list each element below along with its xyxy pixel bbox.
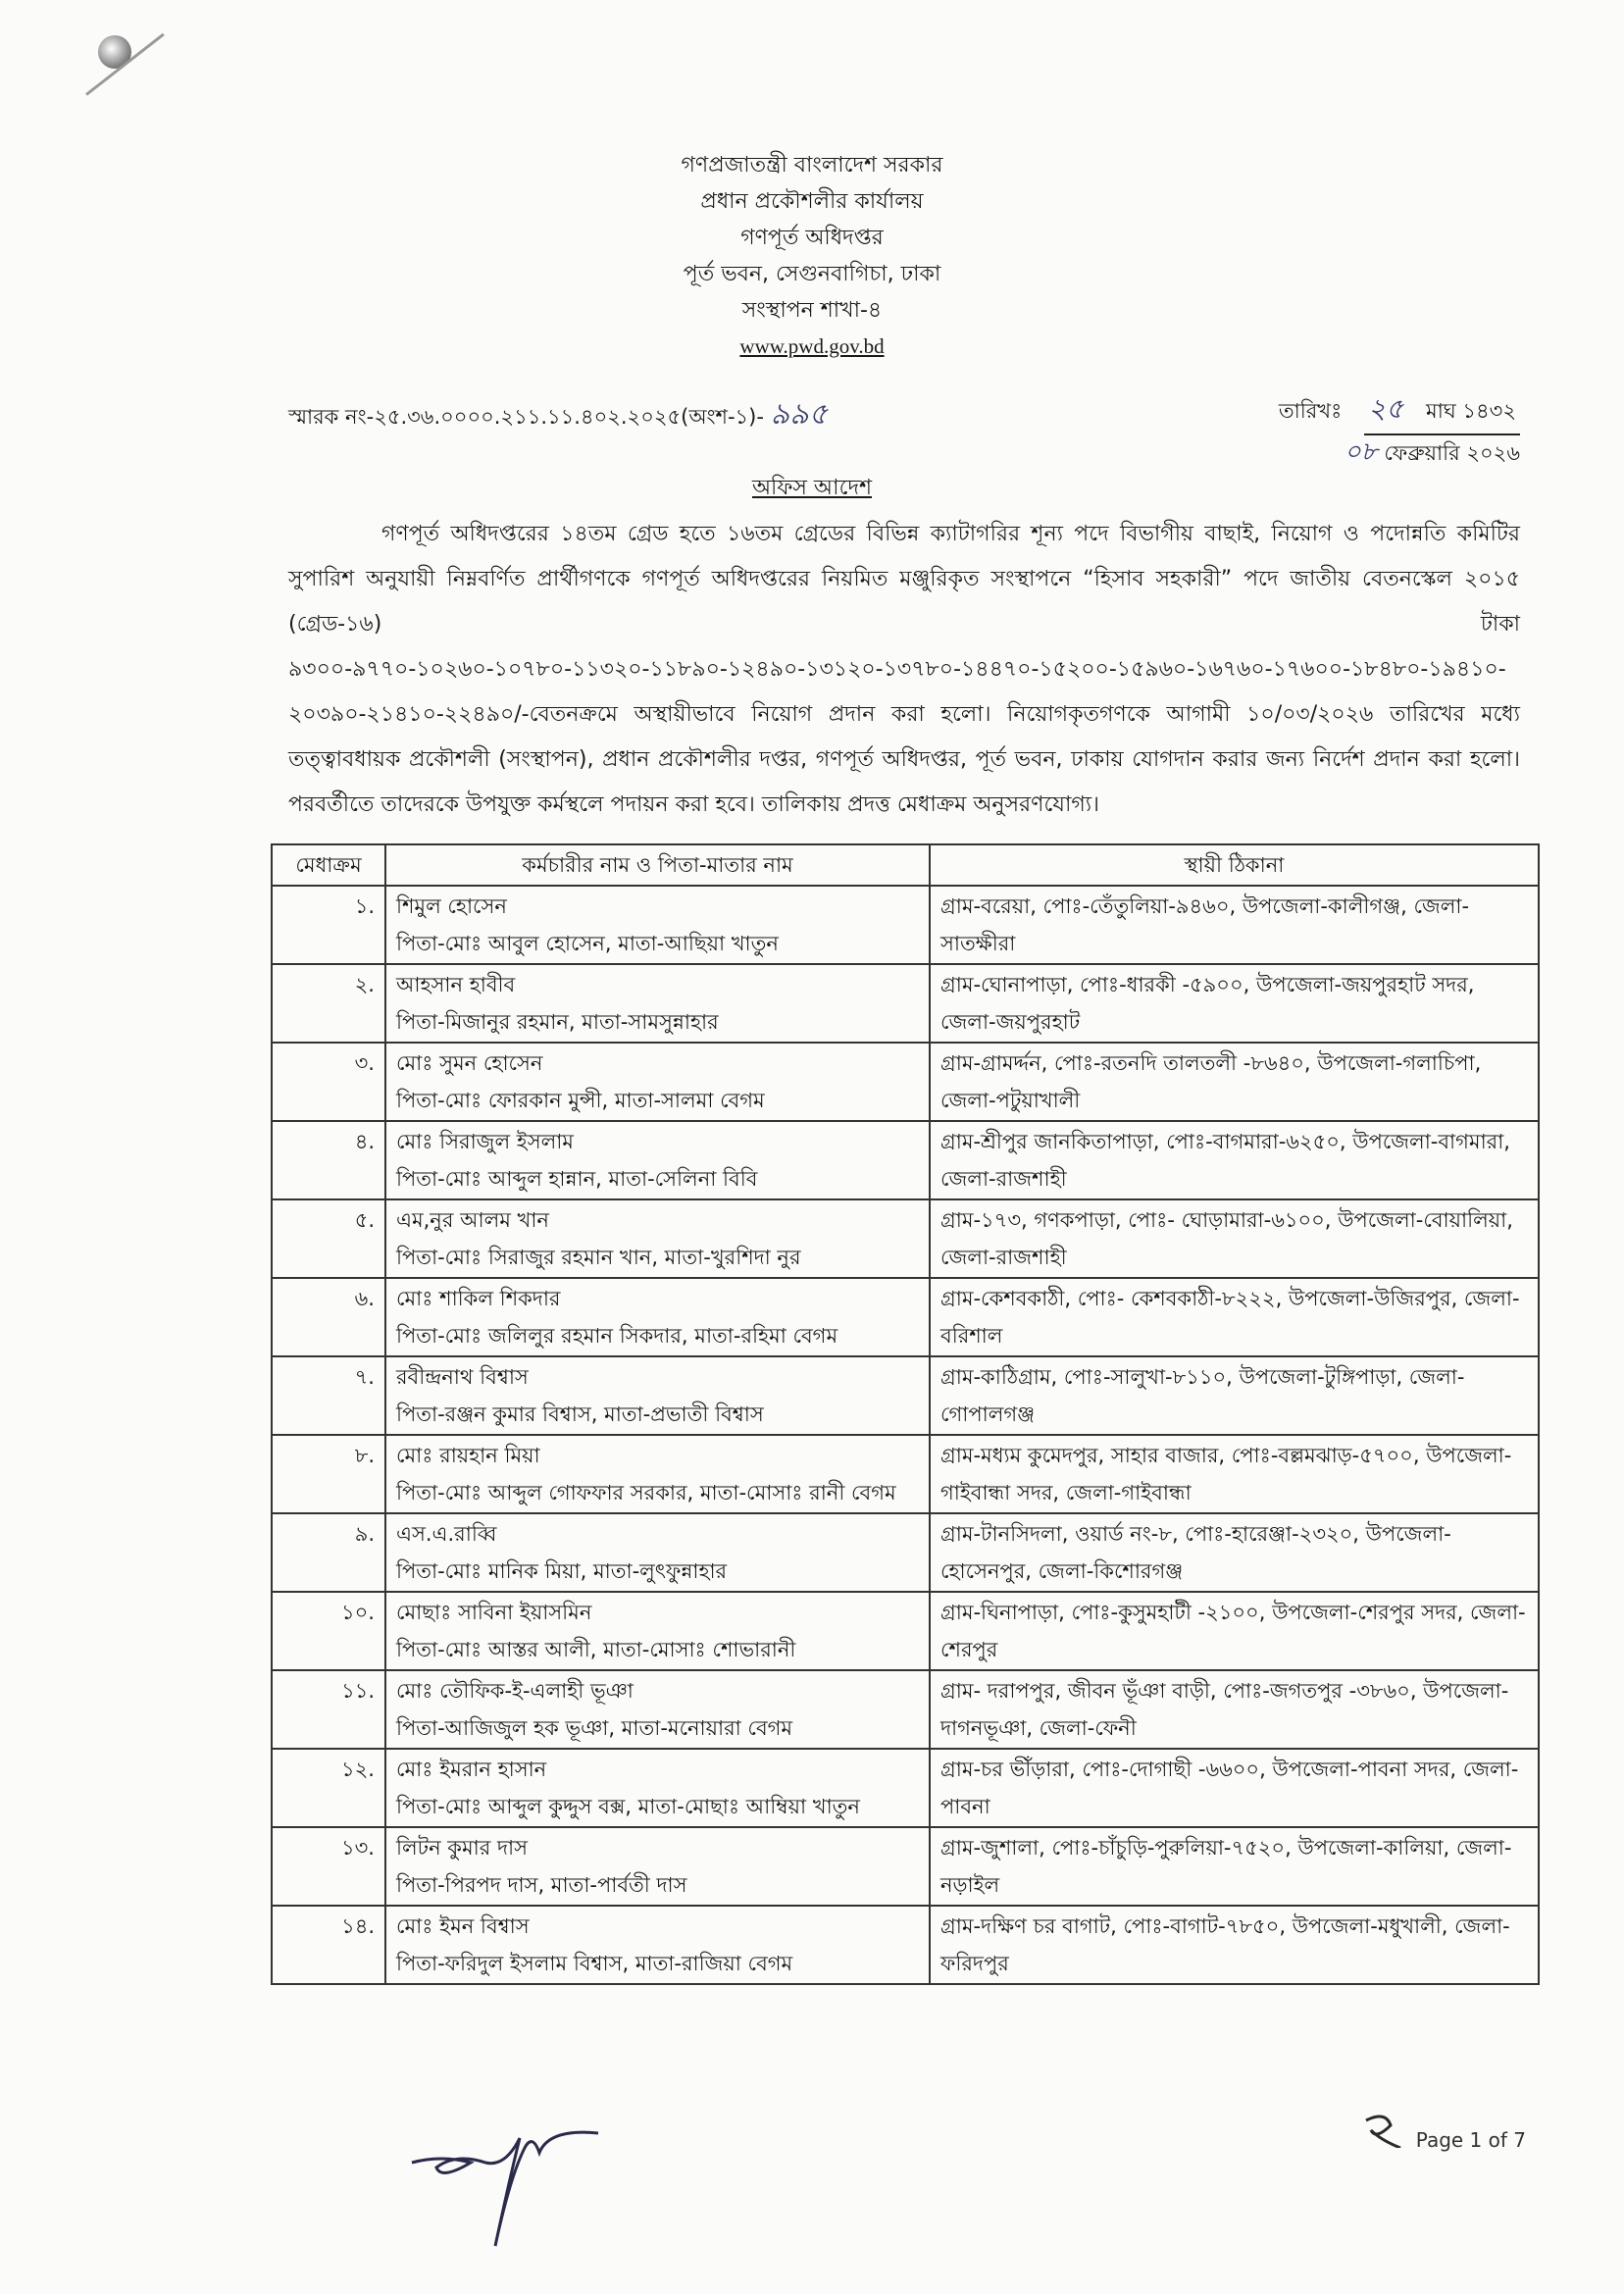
signature [392, 2109, 647, 2266]
letterhead-line: গণপূর্ত অধিদপ্তর [740, 226, 884, 250]
col-name: কর্মচারীর নাম ও পিতা-মাতার নাম [385, 844, 930, 886]
col-merit: মেধাক্রম [272, 844, 385, 886]
merit-number: ১২. [272, 1749, 385, 1827]
table-row [272, 1278, 1539, 1356]
merit-number: ১. [272, 886, 385, 964]
table-row [272, 1749, 1539, 1827]
permanent-address: গ্রাম-কাঠিগ্রাম, পোঃ-সালুখা-৮১১০, উপজেলা-টুঙ্গিপাড়া, জেলা-গোপালগঞ্জ [930, 1356, 1539, 1435]
table-row [272, 1121, 1539, 1199]
merit-number: ৪. [272, 1121, 385, 1199]
table-row [272, 1199, 1539, 1278]
employee-name: আহসান হাবীব [396, 973, 516, 996]
employee-name: মোঃ সিরাজুল ইসলাম [396, 1130, 574, 1153]
permanent-address: গ্রাম-কেশবকাঠী, পোঃ- কেশবকাঠী-৮২২২, উপজেলা-উজিরপুর, জেলা-বরিশাল [930, 1278, 1539, 1356]
col-address: স্থায়ী ঠিকানা [930, 844, 1539, 886]
permanent-address: গ্রাম-মধ্যম কুমেদপুর, সাহার বাজার, পোঃ-বল্লমঝাড়-৫৭০০, উপজেলা-গাইবান্ধা সদর, জেলা-গাইবান্ধা [930, 1435, 1539, 1513]
permanent-address: গ্রাম-১৭৩, গণকপাড়া, পোঃ- ঘোড়ামারা-৬১০০, উপজেলা-বোয়ালিয়া, জেলা-রাজশাহী [930, 1199, 1539, 1278]
parents-names: পিতা-মোঃ মানিক মিয়া, মাতা-লুৎফুন্নাহার [396, 1559, 728, 1583]
employee-name: মোঃ সুমন হোসেন [396, 1051, 543, 1075]
parents-names: পিতা-মিজানুর রহমান, মাতা-সামসুন্নাহার [396, 1010, 719, 1034]
merit-number: ৯. [272, 1513, 385, 1592]
permanent-address: গ্রাম-জুশালা, পোঃ-চাঁচুড়ি-পুরুলিয়া-৭৫২০, উপজেলা-কালিয়া, জেলা-নড়াইল [930, 1827, 1539, 1906]
employee-cell [385, 1513, 930, 1592]
parents-names: পিতা-মোঃ আব্দুল গোফফার সরকার, মাতা-মোসাঃ রানী বেগম [396, 1481, 896, 1504]
parents-names: পিতা-মোঃ আস্তর আলী, মাতা-মোসাঃ শোভারানী [396, 1638, 796, 1661]
parents-names: পিতা-মোঃ আব্দুল হান্নান, মাতা-সেলিনা বিবি [396, 1167, 758, 1191]
permanent-address: গ্রাম-শ্রীপুর জানকিতাপাড়া, পোঃ-বাগমারা-৬২৫০, উপজেলা-বাগমারা, জেলা-রাজশাহী [930, 1121, 1539, 1199]
employee-cell [385, 1592, 930, 1670]
employee-name: মোঃ রায়হান মিয়া [396, 1444, 540, 1467]
merit-number: ১১. [272, 1670, 385, 1749]
letterhead [0, 147, 1624, 365]
permanent-address: গ্রাম-বরেয়া, পোঃ-তেঁতুলিয়া-৯৪৬০, উপজেলা-কালীগঞ্জ, জেলা-সাতক্ষীরা [930, 886, 1539, 964]
parents-names: পিতা-পিরপদ দাস, মাতা-পার্বতী দাস [396, 1873, 687, 1897]
parents-names: পিতা-মোঃ জলিলুর রহমান সিকদার, মাতা-রহিমা বেগম [396, 1324, 838, 1348]
employee-cell [385, 1435, 930, 1513]
parents-names: পিতা-মোঃ আবুল হোসেন, মাতা-আছিয়া খাতুন [396, 932, 779, 955]
gregorian-month-year: ফেব্রুয়ারি ২০২৬ [1384, 441, 1520, 465]
employee-cell [385, 1906, 930, 1984]
table-row [272, 1670, 1539, 1749]
handwritten-day: ২৫ [1367, 392, 1404, 425]
table-row [272, 1513, 1539, 1592]
table-row [272, 886, 1539, 964]
permanent-address: গ্রাম- দরাপপুর, জীবন ভূঁঞা বাড়ী, পোঃ-জগতপুর -৩৮৬০, উপজেলা-দাগনভূঞা, জেলা-ফেনী [930, 1670, 1539, 1749]
employee-name: এস.এ.রাব্বি [396, 1522, 497, 1546]
appointee-table [271, 843, 1540, 1985]
employee-name: লিটন কুমার দাস [396, 1836, 528, 1860]
date-label: তারিখঃ [1278, 399, 1343, 423]
bangla-month-year: মাঘ ১৪৩২ [1426, 399, 1516, 423]
employee-cell [385, 1121, 930, 1199]
handwritten-day-2: ০৮ [1344, 437, 1378, 467]
employee-name: মোঃ ইমরান হাসান [396, 1758, 547, 1781]
table-row [272, 1435, 1539, 1513]
permanent-address: গ্রাম-চর ভীঁড়ারা, পোঃ-দোগাছী -৬৬০০, উপজেলা-পাবনা সদর, জেলা- পাবনা [930, 1749, 1539, 1827]
employee-cell [385, 964, 930, 1043]
employee-cell [385, 1356, 930, 1435]
website-link[interactable]: www.pwd.gov.bd [739, 334, 885, 358]
merit-number: ১০. [272, 1592, 385, 1670]
parents-names: পিতা-মোঃ ফোরকান মুন্সী, মাতা-সালমা বেগম [396, 1089, 765, 1112]
employee-cell [385, 1199, 930, 1278]
merit-number: ৭. [272, 1356, 385, 1435]
permanent-address: গ্রাম-দক্ষিণ চর বাগাট, পোঃ-বাগাট-৭৮৫০, উপজেলা-মধুখালী, জেলা-ফরিদপুর [930, 1906, 1539, 1984]
memo-date [1147, 387, 1520, 435]
letterhead-line: গণপ্রজাতন্ত্রী বাংলাদেশ সরকার [681, 153, 943, 178]
table-row [272, 1043, 1539, 1121]
employee-name: মোঃ তৌফিক-ই-এলাহী ভূঞা [396, 1679, 634, 1703]
employee-name: মোছাঃ সাবিনা ইয়াসমিন [396, 1601, 592, 1624]
handwritten-memo-number: ৯৯৫ [770, 397, 829, 432]
parents-names: পিতা-রঞ্জন কুমার বিশ্বাস, মাতা-প্রভাতী বিশ্বাস [396, 1402, 764, 1426]
merit-number: ৩. [272, 1043, 385, 1121]
page-number: Page 1 of 7 [1415, 2128, 1526, 2152]
employee-name: মোঃ শাকিল শিকদার [396, 1287, 561, 1310]
employee-cell [385, 1278, 930, 1356]
employee-name: এম,নুর আলম খান [396, 1208, 549, 1232]
order-body: গণপূর্ত অধিদপ্তরের ১৪তম গ্রেড হতে ১৬তম গ্রেডের বিভিন্ন ক্যাটাগরির শূন্য পদে বিভাগীয় বাছাই, নিয়োগ ও পদোন্নতি কমিটির সুপারিশ অনুযায়ী নিম্নবর্ণিত প্রার্থীগণকে গণপূর্ত অধিদপ্তরের নিয়মিত মঞ্জুরিকৃত সংস্থাপনে “হিসাব সহকারী” পদে জাতীয় বেতনস্কেল ২০১৫ (গ্রেড-১৬) টাকা ৯৩০০-৯৭৭০-১০২৬০-১০৭৮০-১১৩২০-১১৮৯০-১২৪৯০-১৩১২০-১৩৭৮০-১৪৪৭০-১৫২০০-১৫৯৬০-১৬৭৬০-১৭৬০০-১৮৪৮০-১৯৪১০-২০৩৯০-২১৪১০-২২৪৯০/-বেতনক্রমে অস্থায়ীভাবে নিয়োগ প্রদান করা হলো। নিয়োগকৃতগণকে আগামী ১০/০৩/২০২৬ তারিখের মধ্যে তত্ত্বাবধায়ক প্রকৌশলী (সংস্থাপন), প্রধান প্রকৌশলীর দপ্তর, গণপূর্ত অধিদপ্তর, পূর্ত ভবন, ঢাকায় যোগদান করার জন্য নির্দেশ প্রদান করা হলো। পরবর্তীতে তাদেরকে উপযুক্ত কর্মস্থলে পদায়ন করা হবে। তালিকায় প্রদত্ত মেধাক্রম অনুসরণযোগ্য। [288, 522, 1520, 817]
memo-label: স্মারক নং-২৫.৩৬.০০০০.২১১.১১.৪০২.২০২৫(অংশ-১)- [288, 405, 764, 429]
letterhead-line: পূর্ত ভবন, সেগুনবাগিচা, ঢাকা [683, 262, 941, 286]
gregorian-date [1226, 432, 1520, 475]
table-row [272, 1827, 1539, 1906]
table-row [272, 964, 1539, 1043]
merit-number: ৬. [272, 1278, 385, 1356]
permanent-address: গ্রাম-গ্রামর্দ্দন, পোঃ-রতনদি তালতলী -৮৬৪০, উপজেলা-গলাচিপা, জেলা-পটুয়াখালী [930, 1043, 1539, 1121]
parents-names: পিতা-মোঃ সিরাজুর রহমান খান, মাতা-খুরশিদা নুর [396, 1246, 801, 1269]
table-header-row [272, 844, 1539, 886]
permanent-address: গ্রাম-ঘিনাপাড়া, পোঃ-কুসুমহাটী -২১০০, উপজেলা-শেরপুর সদর, জেলা-শেরপুর [930, 1592, 1539, 1670]
merit-number: ১৩. [272, 1827, 385, 1906]
parents-names: পিতা-মোঃ আব্দুল কুদ্দুস বক্স, মাতা-মোছাঃ আম্বিয়া খাতুন [396, 1795, 860, 1818]
merit-number: ১৪. [272, 1906, 385, 1984]
employee-cell [385, 1670, 930, 1749]
employee-cell [385, 886, 930, 964]
parents-names: পিতা-ফরিদুল ইসলাম বিশ্বাস, মাতা-রাজিয়া বেগম [396, 1952, 793, 1975]
letterhead-line: সংস্থাপন শাখা-৪ [741, 298, 883, 323]
parents-names: পিতা-আজিজুল হক ভূঞা, মাতা-মনোয়ারা বেগম [396, 1716, 793, 1740]
permanent-address: গ্রাম-ঘোনাপাড়া, পোঃ-ধারকী -৫৯০০, উপজেলা-জয়পুরহাট সদর, জেলা-জয়পুরহাট [930, 964, 1539, 1043]
table-row [272, 1356, 1539, 1435]
merit-number: ৮. [272, 1435, 385, 1513]
order-title: অফিস আদেশ [751, 476, 873, 500]
employee-cell [385, 1043, 930, 1121]
merit-number: ৫. [272, 1199, 385, 1278]
employee-name: রবীন্দ্রনাথ বিশ্বাস [396, 1365, 529, 1389]
employee-cell [385, 1749, 930, 1827]
letterhead-line: প্রধান প্রকৌশলীর কার্যালয় [700, 189, 924, 214]
memo-number [288, 390, 1034, 440]
table-row [272, 1592, 1539, 1670]
employee-name: শিমুল হোসেন [396, 894, 507, 918]
table-row [272, 1906, 1539, 1984]
employee-cell [385, 1827, 930, 1906]
employee-name: মোঃ ইমন বিশ্বাস [396, 1914, 530, 1938]
permanent-address: গ্রাম-টানসিদলা, ওয়ার্ড নং-৮, পোঃ-হারেঞ্জা-২৩২০, উপজেলা-হোসেনপুর, জেলা-কিশোরগঞ্জ [930, 1513, 1539, 1592]
merit-number: ২. [272, 964, 385, 1043]
